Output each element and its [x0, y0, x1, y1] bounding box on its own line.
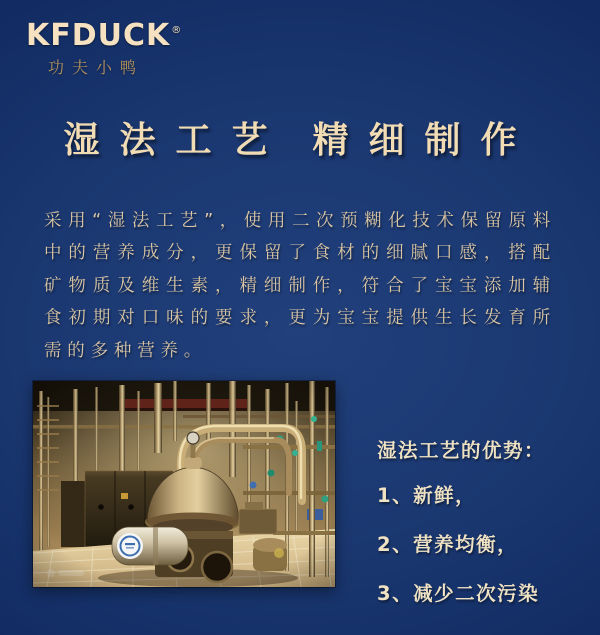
brand-subtitle: 功夫小鸭	[47, 58, 144, 77]
brand-logo	[26, 18, 183, 53]
factory-equipment-photo	[33, 381, 335, 587]
registered-trademark-icon: ®	[171, 25, 183, 36]
intro-paragraph: 采用“湿法工艺”，使用二次预糊化技术保留原料中的营养成分，更保留了食材的细腻口感，搭配矿物质及维生素，精细制作，符合了宝宝添加辅食初期对口味的要求，更为宝宝提供生长发育所需的多种营养。	[44, 210, 556, 361]
brand-lockup	[26, 18, 183, 78]
page-title-part1: 湿法工艺	[63, 120, 288, 161]
page-title	[0, 112, 600, 163]
advantage-item-2: 2、营养均衡，	[377, 533, 519, 556]
page-title-part2: 精细制作	[312, 120, 537, 161]
advantage-item-3: 3、减少二次污染	[377, 582, 540, 605]
advantages-heading: 湿法工艺的优势：	[377, 439, 546, 462]
advantages-list	[377, 435, 545, 627]
factory-photo-illustration	[33, 381, 335, 587]
brand-logo-text: KFDUCK	[26, 18, 171, 53]
advantage-item-1: 1、新鲜，	[377, 484, 477, 507]
